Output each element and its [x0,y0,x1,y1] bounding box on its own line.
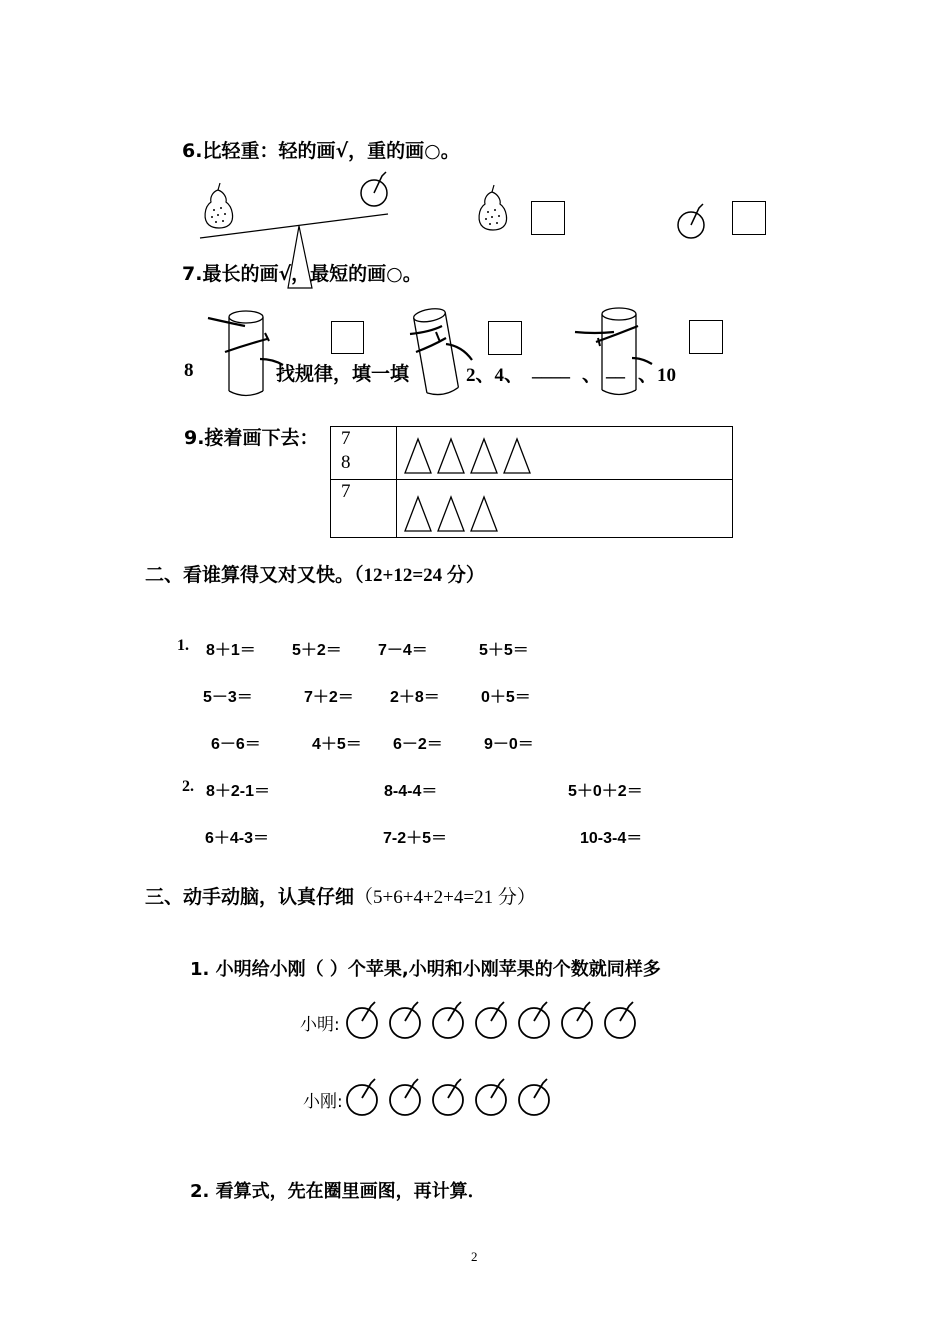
section-3-score: （5+6+4+2+4=21 分） [354,887,536,908]
triangle-icon [405,439,431,473]
pattern-row [331,480,733,538]
pole-rope-3-icon [570,302,660,402]
equation: 2＋8＝ [390,689,440,706]
q8-blank-2[interactable]: __ [606,360,625,381]
triangle-icon [471,497,497,531]
apple-icon [519,1079,549,1115]
q8-text: 找规律，填一填 [276,363,410,385]
answer-box-pear[interactable] [531,201,565,235]
equation: 9－0＝ [484,736,534,753]
q8-number: 8 [184,360,194,381]
equation: 10-3-4＝ [580,830,643,847]
pattern-label-line: 8 [341,452,351,473]
triangle-icon [504,439,530,473]
xiaoming-apples [345,998,645,1044]
section-3-q2: 2. 看算式，先在圈里画图，再计算． [190,1181,486,1202]
triangle-icon [438,439,464,473]
pear-icon [474,182,510,232]
apple-icon [476,1079,506,1115]
triangle-row [397,480,732,537]
equation: 6＋4-3＝ [205,830,270,847]
pattern-table [330,426,733,538]
apple-icon [390,1002,420,1038]
section-3-q1: 1. 小明给小刚（ ）个苹果,小明和小刚苹果的个数就同样多 [190,959,661,980]
section-2-title [145,560,485,587]
triangle-row [397,427,732,479]
apple-icon [519,1002,549,1038]
section-3-title [145,882,536,909]
pattern-drawing-cell[interactable] [397,480,733,538]
apple-icon [476,1002,506,1038]
triangle-icon [405,497,431,531]
answer-box-pole-1[interactable] [331,321,364,354]
pear-icon [200,180,236,230]
apple-icon [347,1079,377,1115]
equation: 5＋5＝ [479,642,529,659]
equation: 5＋0＋2＝ [568,783,643,800]
xiaogang-apples [345,1075,565,1121]
part-1-label: 1. [177,637,189,654]
equation: 6－2＝ [393,736,443,753]
equation: 6－6＝ [211,736,261,753]
apple-icon [433,1002,463,1038]
xiaogang-label: 小刚: [303,1092,343,1112]
q8-blank-1[interactable]: ____ [532,360,570,381]
apple-icon [347,1002,377,1038]
equation: 8＋1＝ [206,642,256,659]
equation: 5－3＝ [203,689,253,706]
q6-title: 6.比轻重：轻的画√，重的画○。 [182,140,460,162]
equation: 4＋5＝ [312,736,362,753]
equation: 8-4-4＝ [384,783,438,800]
pattern-row-label [331,480,397,538]
q8-separator: 、 [582,365,602,386]
apple-icon [562,1002,592,1038]
pole-rope-2-icon [400,302,485,402]
section-2-heading: 二、看谁算得又对又快。 [145,564,355,586]
page-number: 2 [471,1249,478,1264]
equation: 7－4＝ [378,642,428,659]
apple-icon [675,202,711,242]
apple-icon [433,1079,463,1115]
equation: 5＋2＝ [292,642,342,659]
section-3-heading: 三、动手动脑，认真仔细 [145,886,355,908]
q8-seq-start: 2、4、 [466,365,524,386]
answer-box-apple[interactable] [732,201,766,235]
section-2-score: （12+12=24 分） [354,565,485,586]
q7-title: 7.最长的画√，最短的画○。 [182,263,422,285]
apple-icon [358,170,394,210]
xiaoming-label: 小明: [300,1015,340,1035]
pole-rope-1-icon [205,305,285,400]
pattern-row-label [331,427,397,480]
pattern-label-line: 7 [341,481,351,502]
apple-icon [605,1002,635,1038]
pattern-drawing-cell[interactable] [397,427,733,480]
triangle-icon [438,497,464,531]
pattern-label-line: 7 [341,428,351,449]
triangle-icon [471,439,497,473]
answer-box-pole-3[interactable] [689,320,723,354]
pattern-row [331,427,733,480]
part-2-label: 2. [182,778,194,795]
q8-seq-end: 、10 [638,365,677,386]
equation: 0＋5＝ [481,689,531,706]
apple-icon [390,1079,420,1115]
equation: 7-2＋5＝ [383,830,448,847]
q9-title: 9.接着画下去： [184,427,319,449]
equation: 8＋2-1＝ [206,783,271,800]
answer-box-pole-2[interactable] [488,321,522,355]
equation: 7＋2＝ [304,689,354,706]
